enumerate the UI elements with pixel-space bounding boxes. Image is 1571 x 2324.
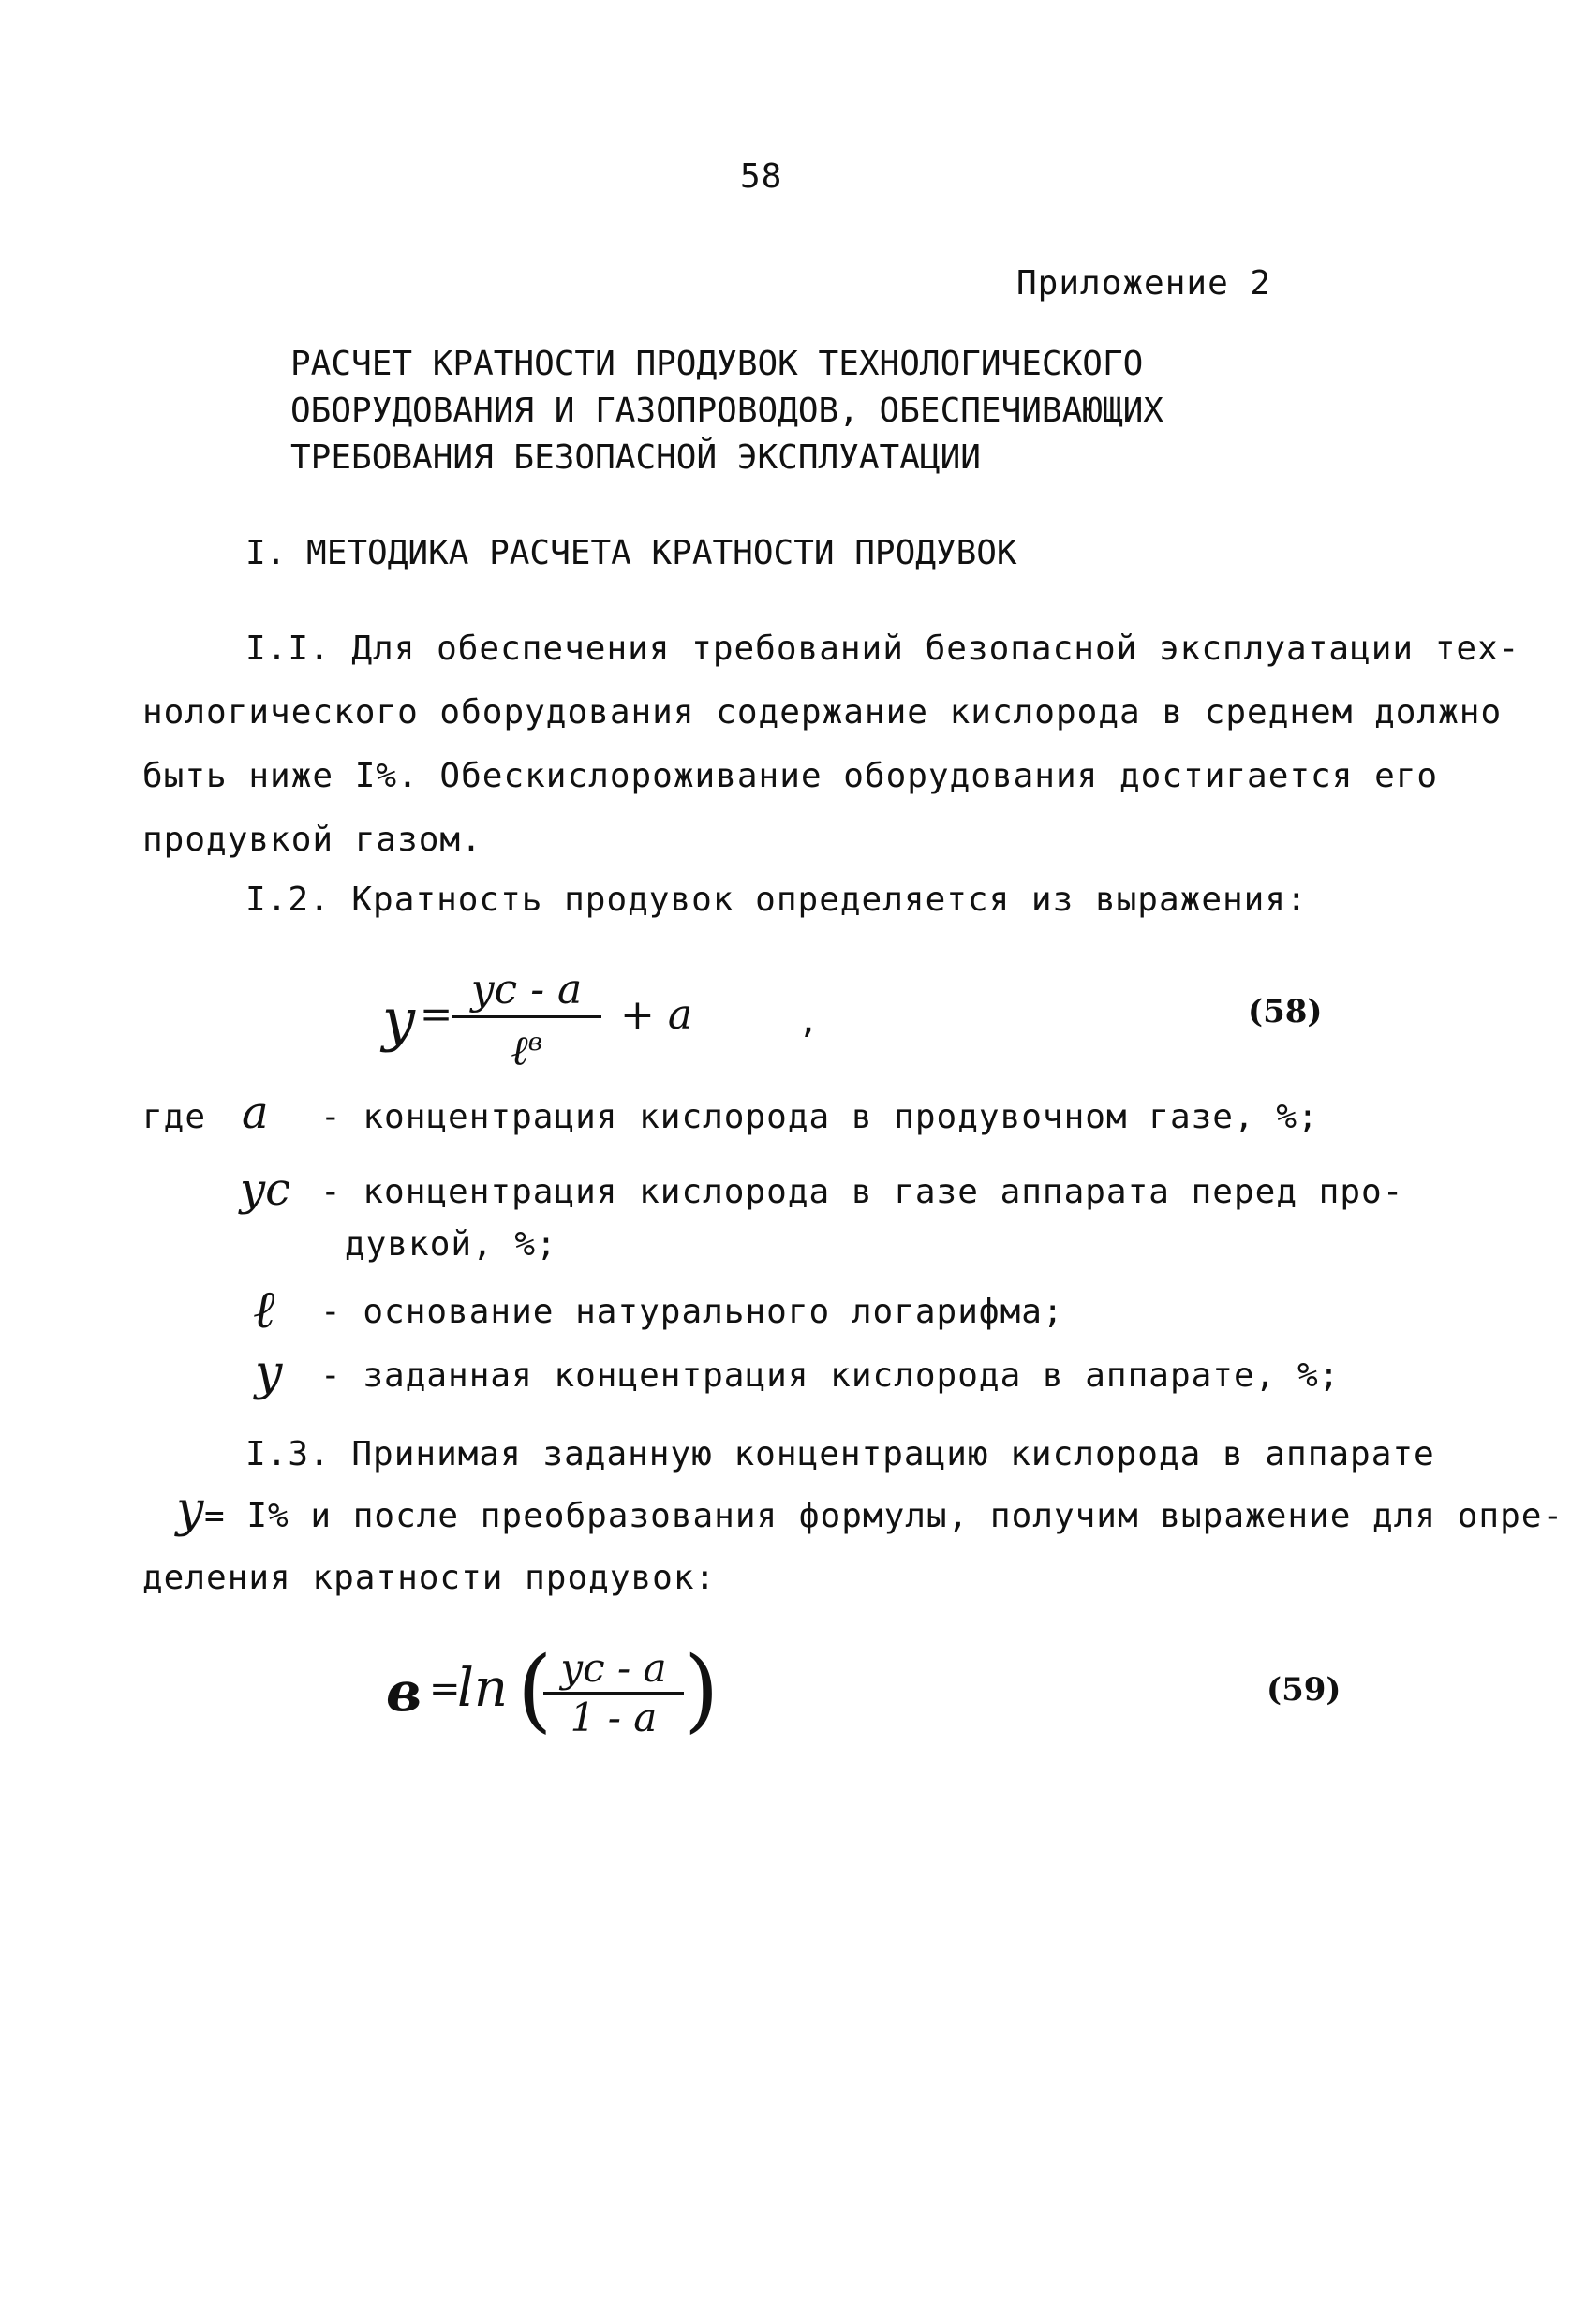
formula-58-fraction bbox=[452, 965, 601, 1076]
formula-58-comma: , bbox=[798, 1002, 820, 1041]
para-1-2: I.2. Кратность продувок определяется из выражения: bbox=[245, 881, 1308, 919]
para-1-1-line-1: I.I. Для обеспечения требований безопасной эксплуатации тех- bbox=[245, 629, 1520, 668]
formula-58-number: (58) bbox=[1248, 993, 1323, 1030]
def-text-yc-cont: дувкой, %; bbox=[345, 1225, 557, 1264]
para-1-1-line-3: быть ниже I%. Обескислороживание оборудования достигается его bbox=[142, 757, 1439, 795]
section-heading: I. МЕТОДИКА РАСЧЕТА КРАТНОСТИ ПРОДУВОК bbox=[245, 534, 1017, 572]
formula-59-lhs: в bbox=[386, 1660, 422, 1724]
formula-59-denominator: 1 - a bbox=[570, 1695, 658, 1740]
para-1-1-line-4: продувкой газом. bbox=[142, 821, 482, 859]
formula-59-fraction bbox=[543, 1645, 684, 1741]
para-1-3-symbol-y: y bbox=[176, 1482, 204, 1538]
formula-58-exponent: в bbox=[527, 1029, 542, 1057]
para-1-3-line-1: I.3. Принимая заданную концентрацию кислорода в аппарате bbox=[245, 1435, 1435, 1473]
formula-58-lhs: y bbox=[382, 985, 416, 1054]
formula-59-number: (59) bbox=[1267, 1671, 1341, 1709]
title-line-1: РАСЧЕТ КРАТНОСТИ ПРОДУВОК ТЕХНОЛОГИЧЕСКОГО bbox=[290, 345, 1144, 383]
formula-58-plus: + a bbox=[620, 991, 693, 1039]
formula-59-numerator: yc - a bbox=[560, 1645, 667, 1691]
title-line-3: ТРЕБОВАНИЯ БЕЗОПАСНОЙ ЭКСПЛУАТАЦИИ bbox=[290, 438, 981, 477]
para-1-3-line-2: = I% и после преобразования формулы, получим выражение для опре- bbox=[204, 1497, 1564, 1535]
formula-59-fn: ln bbox=[457, 1658, 508, 1719]
where-label: где bbox=[142, 1098, 207, 1136]
title-line-2: ОБОРУДОВАНИЯ И ГАЗОПРОВОДОВ, ОБЕСПЕЧИВАЮЩИХ bbox=[290, 392, 1163, 430]
def-text-yc: - концентрация кислорода в газе аппарата перед про- bbox=[320, 1173, 1404, 1211]
def-symbol-yc: yc bbox=[240, 1163, 290, 1216]
formula-59-eq: = bbox=[429, 1667, 461, 1710]
para-1-3-line-3: деления кратности продувок: bbox=[142, 1559, 717, 1597]
def-text-l: - основание натурального логарифма; bbox=[320, 1293, 1064, 1331]
def-symbol-l: ℓ bbox=[253, 1280, 275, 1340]
def-text-a: - концентрация кислорода в продувочном газе, %; bbox=[320, 1098, 1319, 1136]
page-number: 58 bbox=[740, 157, 783, 196]
formula-58-denominator: ℓ bbox=[511, 1027, 528, 1075]
def-symbol-y: y bbox=[255, 1345, 283, 1401]
para-1-1-line-2: нологического оборудования содержание кислорода в среднем должно bbox=[142, 693, 1503, 732]
formula-59-rparen: ) bbox=[684, 1637, 719, 1742]
def-text-y: - заданная концентрация кислорода в аппарате, %; bbox=[320, 1356, 1341, 1395]
formula-58-numerator: yc - a bbox=[470, 966, 583, 1014]
formula-59-lparen: ( bbox=[517, 1637, 553, 1742]
appendix-label: Приложение 2 bbox=[1016, 264, 1272, 303]
def-symbol-a: a bbox=[242, 1087, 269, 1139]
formula-58-eq: = bbox=[420, 991, 453, 1037]
